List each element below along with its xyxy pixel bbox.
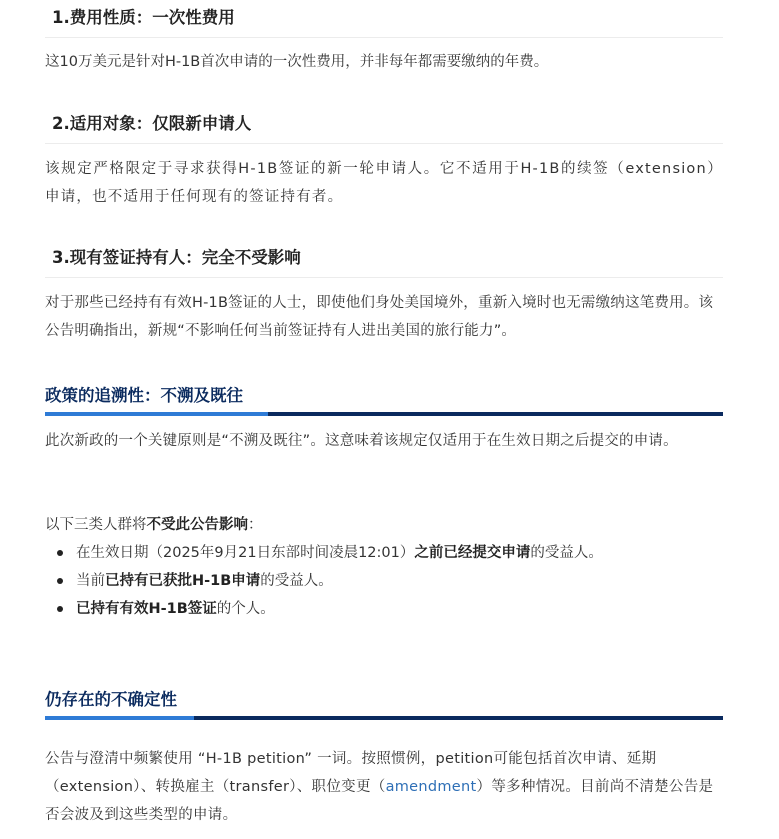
list-item-text: 的受益人。 <box>530 545 603 561</box>
list-item <box>45 595 723 623</box>
heading-fee-nature: 1.费用性质：一次性费用 <box>45 0 723 38</box>
uncertainty-text-b: ）等多种情况。目前尚不清楚公告是否会波及到这些类型的申请。 <box>45 779 714 823</box>
amendment-link[interactable]: amendment <box>385 779 477 795</box>
intro-text-bold: 不受此公告影响 <box>146 517 248 533</box>
unaffected-list <box>45 539 723 623</box>
uncertainty-text-a: 公告与澄清中频繁使用 “H-1B petition” 一词。按照惯例，petition可能包括首次申请、延期（extension）、转换雇主（transfer）、职位变更（ <box>45 751 657 795</box>
list-item-text: 的受益人。 <box>260 573 333 589</box>
heading-current-holders: 3.现有签证持有人：完全不受影响 <box>45 240 723 278</box>
paragraph-fee-nature: 这10万美元是针对H-1B首次申请的一次性费用，并非每年都需要缴纳的年费。 <box>45 54 549 70</box>
section-header-uncertainty <box>45 686 723 720</box>
section-header-retroactivity <box>45 382 723 416</box>
paragraph-current-holders: 对于那些已经持有有效H-1B签证的人士，即使他们身处美国境外，重新入境时也无需缴纳这笔费用。该公告明确指出，新规“不影响任何当前签证持有人进出美国的旅行能力”。 <box>45 295 714 339</box>
list-item <box>45 539 723 567</box>
section-title-accent <box>45 716 194 720</box>
paragraph-uncertainty <box>45 745 723 829</box>
heading-applicable-target: 2.适用对象：仅限新申请人 <box>45 106 723 144</box>
list-item <box>45 567 723 595</box>
intro-text-a: 以下三类人群将 <box>45 517 147 533</box>
list-item-bold: 之前已经提交申请 <box>414 545 531 561</box>
intro-text-c: ： <box>248 517 263 533</box>
paragraph-retroactivity: 此次新政的一个关键原则是“不溯及既往”。这意味着该规定仅适用于在生效日期之后提交的申请。 <box>45 433 678 449</box>
list-item-bold: 已持有有效H-1B签证 <box>76 601 217 617</box>
paragraph-unaffected-intro <box>45 511 723 539</box>
section-title-accent <box>45 412 268 416</box>
section-title-uncertainty: 仍存在的不确定性 <box>45 690 177 709</box>
section-title-retroactivity: 政策的追溯性：不溯及既往 <box>45 386 243 405</box>
list-item-text: 在生效日期（2025年9月21日东部时间凌晨12:01） <box>76 545 415 561</box>
list-item-text: 当前 <box>76 573 105 589</box>
paragraph-applicable-target: 该规定严格限定于寻求获得H-1B签证的新一轮申请人。它不适用于H-1B的续签（extension）申请，也不适用于任何现有的签证持有者。 <box>45 161 723 205</box>
list-item-bold: 已持有已获批H-1B申请 <box>105 573 261 589</box>
list-item-text: 的个人。 <box>216 601 275 617</box>
